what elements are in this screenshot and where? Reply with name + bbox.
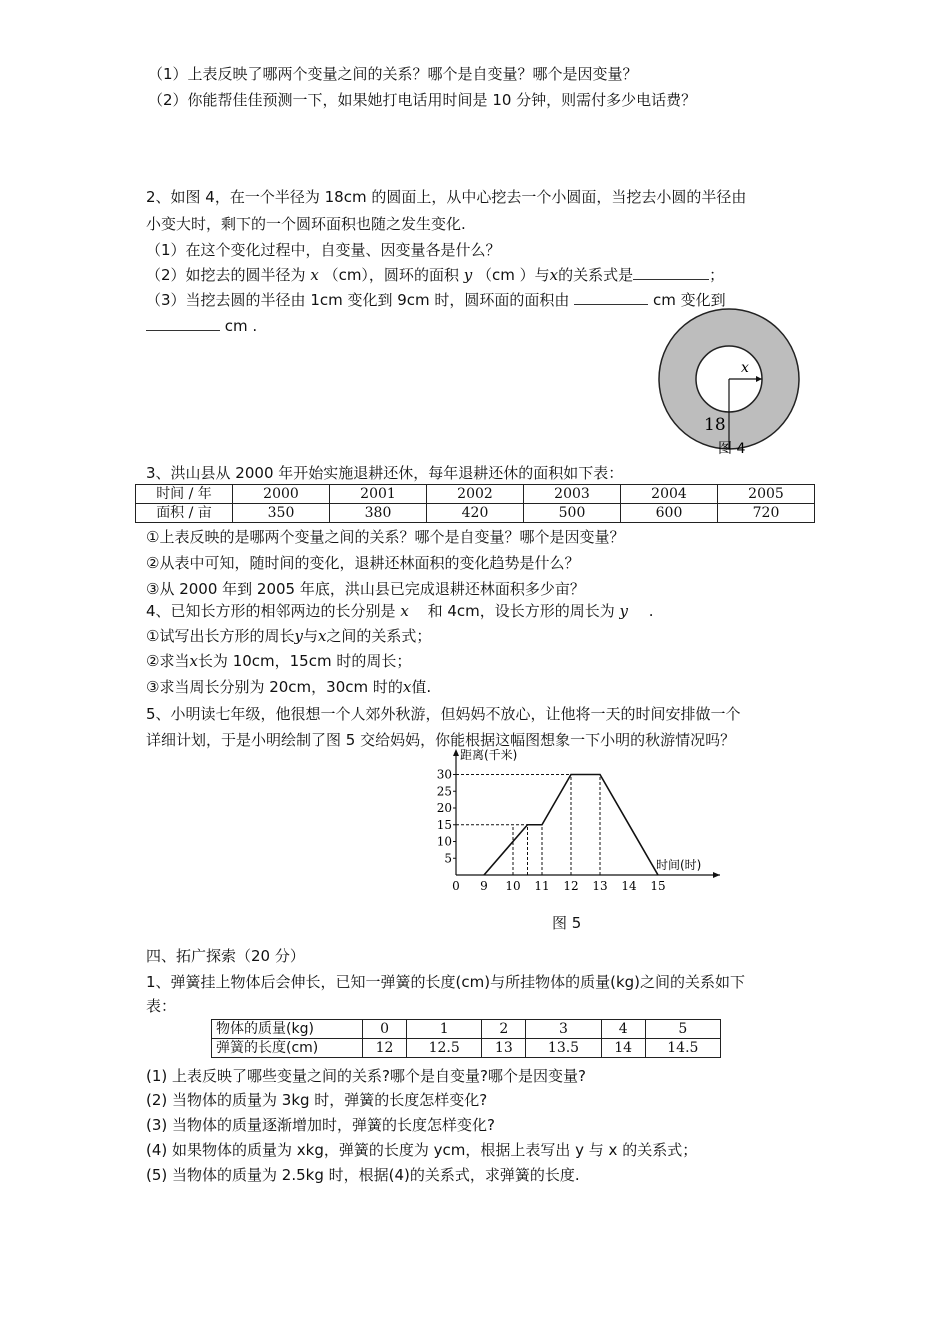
section-4-q5: (5) 当物体的质量为 2.5kg 时，根据(4)的关系式，求弹簧的长度.	[146, 1166, 580, 1184]
table-row	[136, 485, 815, 504]
answer-blank-area-from[interactable]	[574, 290, 648, 305]
y-tick-label: 30	[436, 767, 452, 782]
cell-mass: 0	[363, 1020, 407, 1039]
y-axis-label: 距离(千米)	[460, 748, 518, 762]
cell-area: 500	[524, 504, 621, 523]
answer-blank-relation[interactable]	[633, 265, 709, 280]
cell-year: 2004	[621, 485, 718, 504]
figure-4-annulus	[652, 306, 808, 466]
problem-4-q2	[146, 651, 411, 671]
problem-3-q1: ①上表反映的是哪两个变量之间的关系？哪个是自变量？哪个是因变量？	[146, 528, 625, 546]
row-label-area: 面积 / 亩	[136, 504, 233, 523]
cell-year: 2001	[330, 485, 427, 504]
table-row	[136, 504, 815, 523]
x-tick-label: 9	[480, 879, 488, 893]
x-tick-label: 10	[505, 879, 521, 893]
problem-5-stem-line1: 5、小明读七年级，他很想一个人郊外秋游，但妈妈不放心，让他将一天的时间安排做一个	[146, 705, 741, 723]
cell-year: 2005	[718, 485, 815, 504]
problem-4-stem	[146, 601, 654, 621]
x-axis-label: 时间(时)	[656, 858, 702, 872]
y-axis-arrow-icon	[453, 749, 459, 756]
problem-5-stem-line2: 详细计划，于是小明绘制了图 5 交给妈妈，你能根据这幅图想象一下小明的秋游情况吗？	[146, 731, 736, 749]
cell-length: 13.5	[526, 1039, 601, 1058]
var-x: x	[310, 266, 319, 284]
cell-area: 720	[718, 504, 815, 523]
q2-text-c: （cm ）与	[477, 266, 550, 284]
cell-mass: 3	[526, 1020, 601, 1039]
cell-year: 2000	[233, 485, 330, 504]
row-label-time: 时间 / 年	[136, 485, 233, 504]
cell-area: 420	[427, 504, 524, 523]
y-tick-label: 15	[436, 817, 452, 832]
figure-5-caption: 图 5	[552, 914, 582, 932]
cell-area: 600	[621, 504, 718, 523]
p4-q1-b: 与	[302, 627, 318, 645]
var-x: x	[317, 627, 327, 645]
x-tick-label: 0	[452, 879, 460, 893]
problem-4-q3	[146, 677, 431, 697]
cell-length: 14	[601, 1039, 645, 1058]
problem-2-q1: （1）在这个变化过程中，自变量、因变量各是什么？	[146, 241, 501, 259]
figure-4-caption: 图 4	[718, 441, 746, 457]
problem-2-q2	[146, 265, 724, 285]
var-y: y	[463, 266, 473, 284]
cell-mass: 1	[407, 1020, 482, 1039]
p4-q2-b: 长为 10cm，15cm 时的周长；	[197, 652, 412, 670]
cell-mass: 2	[482, 1020, 526, 1039]
problem-2-stem-line2: 小变大时，剩下的一个圆环面积也随之发生变化.	[146, 215, 466, 233]
problem-4-q1	[146, 626, 431, 646]
q2-text-e: ；	[709, 266, 725, 284]
cell-mass: 5	[645, 1020, 720, 1039]
section-4-q4: (4) 如果物体的质量为 xkg，弹簧的长度为 ycm，根据上表写出 y 与 x 的关系式；	[146, 1141, 698, 1159]
x-tick-label: 12	[563, 879, 579, 893]
problem-3-stem: 3、洪山县从 2000 年开始实施退耕还休，每年退耕还休的面积如下表：	[146, 464, 624, 482]
section-4-stem-line1: 1、弹簧挂上物体后会伸长，已知一弹簧的长度(cm)与所挂物体的质量(kg)之间的关系如下	[146, 973, 746, 991]
cell-length: 12.5	[407, 1039, 482, 1058]
q3-text-b: cm 变化到	[653, 291, 726, 309]
var-y: y	[619, 602, 629, 620]
x-tick-label: 11	[534, 879, 550, 893]
x-tick-label: 15	[650, 879, 666, 893]
p4-stem-a: 4、已知长方形的相邻两边的长分别是	[146, 602, 396, 620]
var-x: x	[189, 652, 198, 670]
q2-text-b: （cm），圆环的面积	[323, 266, 459, 284]
x-tick-label: 14	[621, 879, 637, 893]
p4-q1-c: 之间的关系式；	[326, 627, 432, 645]
p4-q3-b: 值.	[411, 678, 432, 696]
section-4-q1: (1) 上表反映了哪些变量之间的关系?哪个是自变量?哪个是因变量?	[146, 1067, 586, 1085]
label-x: x	[741, 360, 749, 376]
question-1-1: （1）上表反映了哪两个变量之间的关系？哪个是自变量？哪个是因变量？	[148, 65, 638, 83]
y-tick-label: 5	[444, 851, 452, 866]
section-4-heading: 四、拓广探索（20 分）	[146, 947, 305, 965]
problem-3-q2: ②从表中可知，随时间的变化，退耕还林面积的变化趋势是什么？	[146, 554, 580, 572]
x-tick-label: 13	[592, 879, 608, 893]
section-4-q3: (3) 当物体的质量逐渐增加时，弹簧的长度怎样变化?	[146, 1116, 495, 1134]
p4-q3-a: ③求当周长分别为 20cm，30cm 时的	[146, 678, 403, 696]
table-row	[212, 1020, 721, 1039]
figure-5-chart	[420, 745, 730, 895]
cell-length: 12	[363, 1039, 407, 1058]
label-18: 18	[704, 415, 726, 435]
q2-text-a: （2）如挖去的圆半径为	[146, 266, 306, 284]
p4-q2-a: ②求当	[146, 652, 190, 670]
y-tick-label: 20	[436, 801, 452, 815]
p4-q1-a: ①试写出长方形的周长	[146, 627, 295, 645]
table-row	[212, 1039, 721, 1058]
q2-text-d: 的关系式是	[558, 266, 634, 284]
var-x: x	[402, 678, 412, 696]
problem-2-q3-cont	[146, 316, 257, 336]
q3-text-a: （3）当挖去圆的半径由 1cm 变化到 9cm 时，圆环面的面积由	[146, 291, 570, 309]
y-tick-label: 10	[436, 834, 452, 849]
var-y: y	[294, 627, 303, 645]
cell-year: 2002	[427, 485, 524, 504]
table-reforestation	[135, 484, 815, 523]
cell-length: 14.5	[645, 1039, 720, 1058]
y-tick-label: 25	[436, 784, 452, 799]
problem-3-q3: ③从 2000 年到 2005 年底，洪山县已完成退耕还林面积多少亩？	[146, 580, 585, 598]
row-label-length: 弹簧的长度(cm)	[212, 1039, 363, 1058]
section-4-stem-line2: 表：	[146, 997, 177, 1015]
cell-area: 380	[330, 504, 427, 523]
row-label-mass: 物体的质量(kg)	[212, 1020, 363, 1039]
p4-stem-b: 和 4cm，设长方形的周长为	[427, 602, 615, 620]
table-spring	[211, 1019, 721, 1058]
q3-text-c: cm .	[224, 317, 258, 335]
section-4-q2: (2) 当物体的质量为 3kg 时，弹簧的长度怎样变化?	[146, 1091, 488, 1109]
var-x-2: x	[549, 266, 559, 284]
cell-year: 2003	[524, 485, 621, 504]
cell-mass: 4	[601, 1020, 645, 1039]
cell-length: 13	[482, 1039, 526, 1058]
p4-stem-c: .	[648, 602, 654, 620]
question-1-2: （2）你能帮佳佳预测一下，如果她打电话用时间是 10 分钟，则需付多少电话费？	[148, 91, 697, 109]
var-x: x	[400, 602, 409, 620]
answer-blank-area-to[interactable]	[146, 316, 220, 331]
x-axis-arrow-icon	[713, 872, 720, 878]
problem-2-q3	[146, 290, 726, 310]
problem-2-stem-line1: 2、如图 4，在一个半径为 18cm 的圆面上，从中心挖去一个小圆面，当挖去小圆的半径由	[146, 188, 747, 206]
cell-area: 350	[233, 504, 330, 523]
